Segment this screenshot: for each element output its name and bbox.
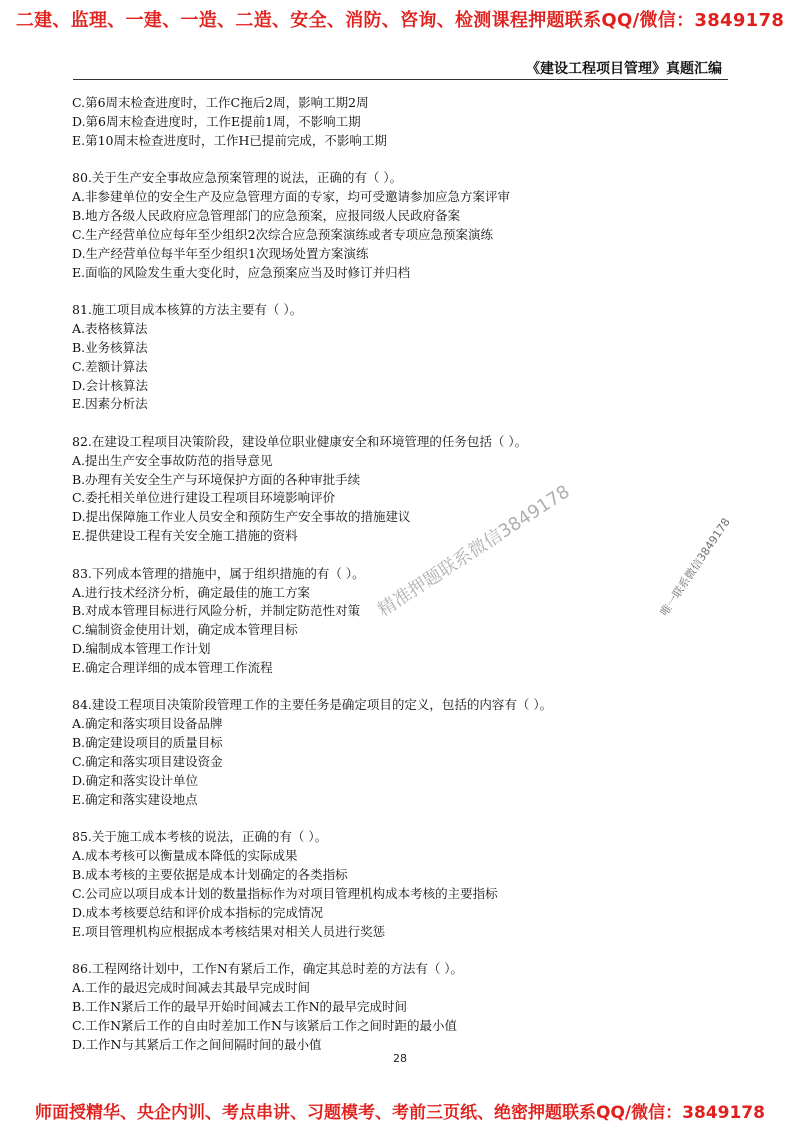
answer-option: B.地方各级人民政府应急管理部门的应急预案，应报同级人民政府备案 — [72, 207, 461, 223]
answer-option: B.工作N紧后工作的最早开始时间减去工作N的最早完成时间 — [72, 998, 408, 1014]
top-promo-banner: 二建、监理、一建、一造、二造、安全、消防、咨询、检测课程押题联系QQ/微信：3849178 — [15, 10, 785, 31]
answer-option: A.提出生产安全事故防范的指导意见 — [72, 452, 273, 468]
answer-option: E.确定合理详细的成本管理工作流程 — [72, 660, 273, 676]
question-stem: 81.施工项目成本核算的方法主要有（ ）。 — [72, 301, 303, 317]
answer-option: D.生产经营单位每半年至少组织1次现场处置方案演练 — [72, 245, 369, 261]
answer-option: D.编制成本管理工作计划 — [72, 641, 211, 657]
question-stem: 80.关于生产安全事故应急预案管理的说法，正确的有（ ）。 — [72, 170, 403, 186]
answer-option: D.会计核算法 — [72, 377, 149, 393]
answer-option: A.成本考核可以衡量成本降低的实际成果 — [72, 848, 298, 864]
paragraph-gap — [72, 942, 692, 960]
paragraph-gap — [72, 283, 692, 301]
question-stem: 86.工程网络计划中，工作N有紧后工作，确定其总时差的方法有（ ）。 — [72, 961, 464, 977]
answer-option: D.确定和落实设计单位 — [72, 773, 199, 789]
question-stem: 84.建设工程项目决策阶段管理工作的主要任务是确定项目的定义，包括的内容有（ ）。 — [72, 697, 553, 713]
answer-option: A.确定和落实项目设备品牌 — [72, 716, 223, 732]
answer-option: C.差额计算法 — [72, 358, 148, 374]
answer-option: A.非参建单位的安全生产及应急管理方面的专家，均可受邀请参加应急方案评审 — [72, 189, 511, 205]
answer-option: B.确定建设项目的质量目标 — [72, 735, 223, 751]
answer-option: E.第10周末检查进度时，工作H已提前完成，不影响工期 — [72, 132, 387, 148]
question-stem: 85.关于施工成本考核的说法，正确的有（ ）。 — [72, 829, 328, 845]
answer-option: E.提供建设工程有关安全施工措施的资料 — [72, 528, 298, 544]
answer-option: A.表格核算法 — [72, 320, 148, 336]
paragraph-gap — [72, 546, 692, 564]
paragraph-gap — [72, 678, 692, 696]
answer-option: B.办理有关安全生产与环境保护方面的各种审批手续 — [72, 471, 361, 487]
answer-option: C.确定和落实项目建设资金 — [72, 754, 223, 770]
answer-option: D.提出保障施工作业人员安全和预防生产安全事故的措施建议 — [72, 509, 411, 525]
header-divider — [73, 79, 728, 80]
question-stem: 83.下列成本管理的措施中，属于组织措施的有（ ）。 — [72, 565, 365, 581]
watermark-main: 精准押题联系微信3849178 — [374, 481, 574, 621]
document-title: 《建设工程项目管理》真题汇编 — [526, 61, 722, 77]
answer-option: D.第6周末检查进度时，工作E提前1周，不影响工期 — [72, 113, 361, 129]
question-content — [72, 94, 692, 1055]
answer-option: E.项目管理机构应根据成本考核结果对相关人员进行奖惩 — [72, 923, 386, 939]
answer-option: C.公司应以项目成本计划的数量指标作为对项目管理机构成本考核的主要指标 — [72, 885, 498, 901]
answer-option: E.因素分析法 — [72, 396, 148, 412]
bottom-promo-banner: 师面授精华、央企内训、考点串讲、习题模考、考前三页纸、绝密押题联系QQ/微信：3849178 — [35, 1103, 765, 1123]
answer-option: C.委托相关单位进行建设工程项目环境影响评价 — [72, 490, 336, 506]
answer-option: C.工作N紧后工作的自由时差加工作N与该紧后工作之间时距的最小值 — [72, 1017, 457, 1033]
answer-option: C.生产经营单位应每年至少组织2次综合应急预案演练或者专项应急预案演练 — [72, 226, 494, 242]
question-stem: 82.在建设工程项目决策阶段，建设单位职业健康安全和环境管理的任务包括（ ）。 — [72, 433, 528, 449]
answer-option: C.编制资金使用计划，确定成本管理目标 — [72, 622, 298, 638]
page-number: 28 — [393, 1052, 407, 1065]
paragraph-gap — [72, 151, 692, 169]
watermark-side: 唯一联系微信3849178 — [657, 515, 733, 619]
answer-option: B.成本考核的主要依据是成本计划确定的各类指标 — [72, 867, 348, 883]
answer-option: E.确定和落实建设地点 — [72, 791, 198, 807]
answer-option: D.成本考核要总结和评价成本指标的完成情况 — [72, 904, 324, 920]
answer-option: B.业务核算法 — [72, 339, 148, 355]
paragraph-gap — [72, 810, 692, 828]
answer-option: A.进行技术经济分析，确定最佳的施工方案 — [72, 584, 311, 600]
paragraph-gap — [72, 414, 692, 432]
answer-option: C.第6周末检查进度时，工作C拖后2周，影响工期2周 — [72, 95, 369, 110]
answer-option: B.对成本管理目标进行风险分析，并制定防范性对策 — [72, 603, 361, 619]
answer-option: A.工作的最迟完成时间减去其最早完成时间 — [72, 979, 311, 995]
answer-option: D.工作N与其紧后工作之间间隔时间的最小值 — [72, 1036, 322, 1052]
answer-option: E.面临的风险发生重大变化时，应急预案应当及时修订并归档 — [72, 264, 411, 280]
